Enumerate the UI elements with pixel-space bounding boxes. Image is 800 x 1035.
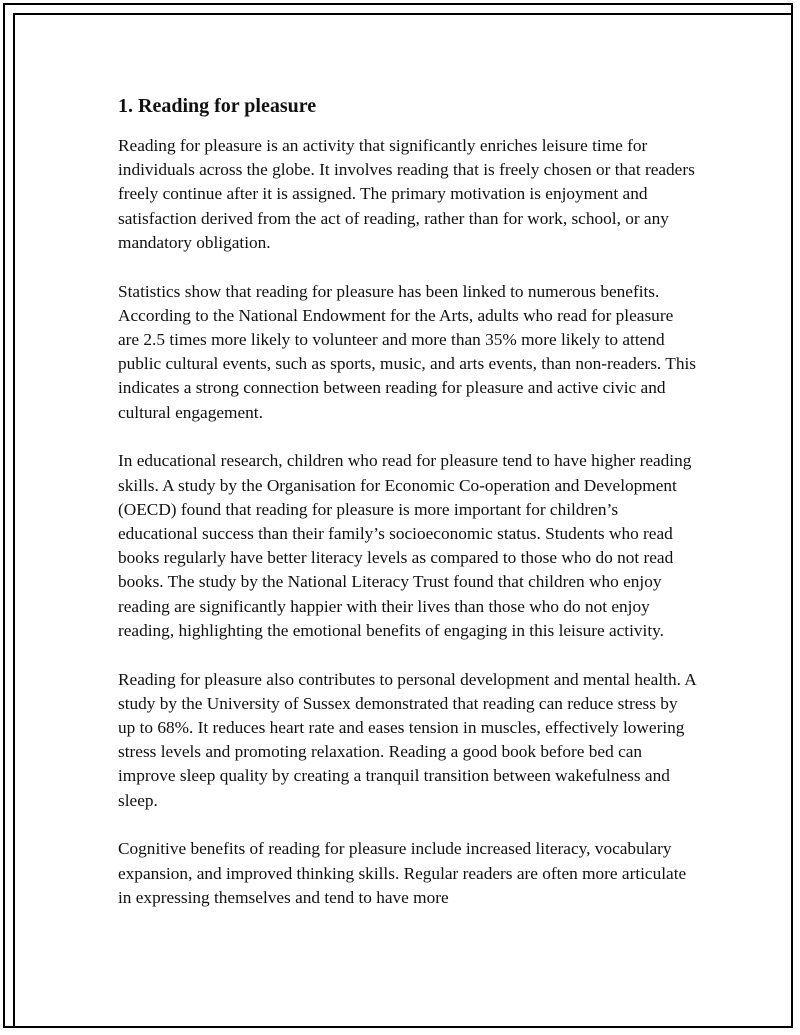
section-title: 1. Reading for pleasure — [118, 95, 317, 117]
document-body — [118, 94, 698, 935]
paragraph-definition: Reading for pleasure is an activity that significantly enriches leisure time for individuals across the globe. It involves reading that is freely chosen or that readers freely continue after it is assigned. The primary motivation is enjoyment and satisfaction derived from the act of reading, rather than for work, school, or any mandatory obligation. — [118, 136, 695, 252]
paragraph-mental-health: Reading for pleasure also contributes to personal development and mental health. A study by the University of Sussex demonstrated that reading can reduce stress by up to 68%. It reduces heart rate and eases tension in muscles, effectively lowering stress levels and promoting relaxation. Reading a good book before bed can improve sleep quality by creating a tranquil transition between wakefulness and sleep. — [118, 669, 696, 810]
paragraph-cognitive: Cognitive benefits of reading for pleasure include increased literacy, vocabulary expansion, and improved thinking skills. Regular readers are often more articulate in expressing themselves and tend to have more — [118, 839, 687, 907]
paragraph-education: In educational research, children who read for pleasure tend to have higher reading skills. A study by the Organisation for Economic Co-operation and Development (OECD) found that reading for pleasure is more important for children’s educational success than their family’s socioeconomic status. Students who read books regularly have better literacy levels as compared to those who do not read books. The study by the National Literacy Trust found that children who enjoy reading are significantly happier with their lives than those who do not enjoy reading, highlighting the emotional benefits of engaging in this leisure activity. — [118, 451, 692, 640]
paragraph-statistics: Statistics show that reading for pleasure has been linked to numerous benefits. According to the National Endowment for the Arts, adults who read for pleasure are 2.5 times more likely to volunteer and more than 35% more likely to attend public cultural events, such as sports, music, and arts events, than non-readers. This indicates a strong connection between reading for pleasure and active civic and cultural engagement. — [118, 281, 696, 422]
